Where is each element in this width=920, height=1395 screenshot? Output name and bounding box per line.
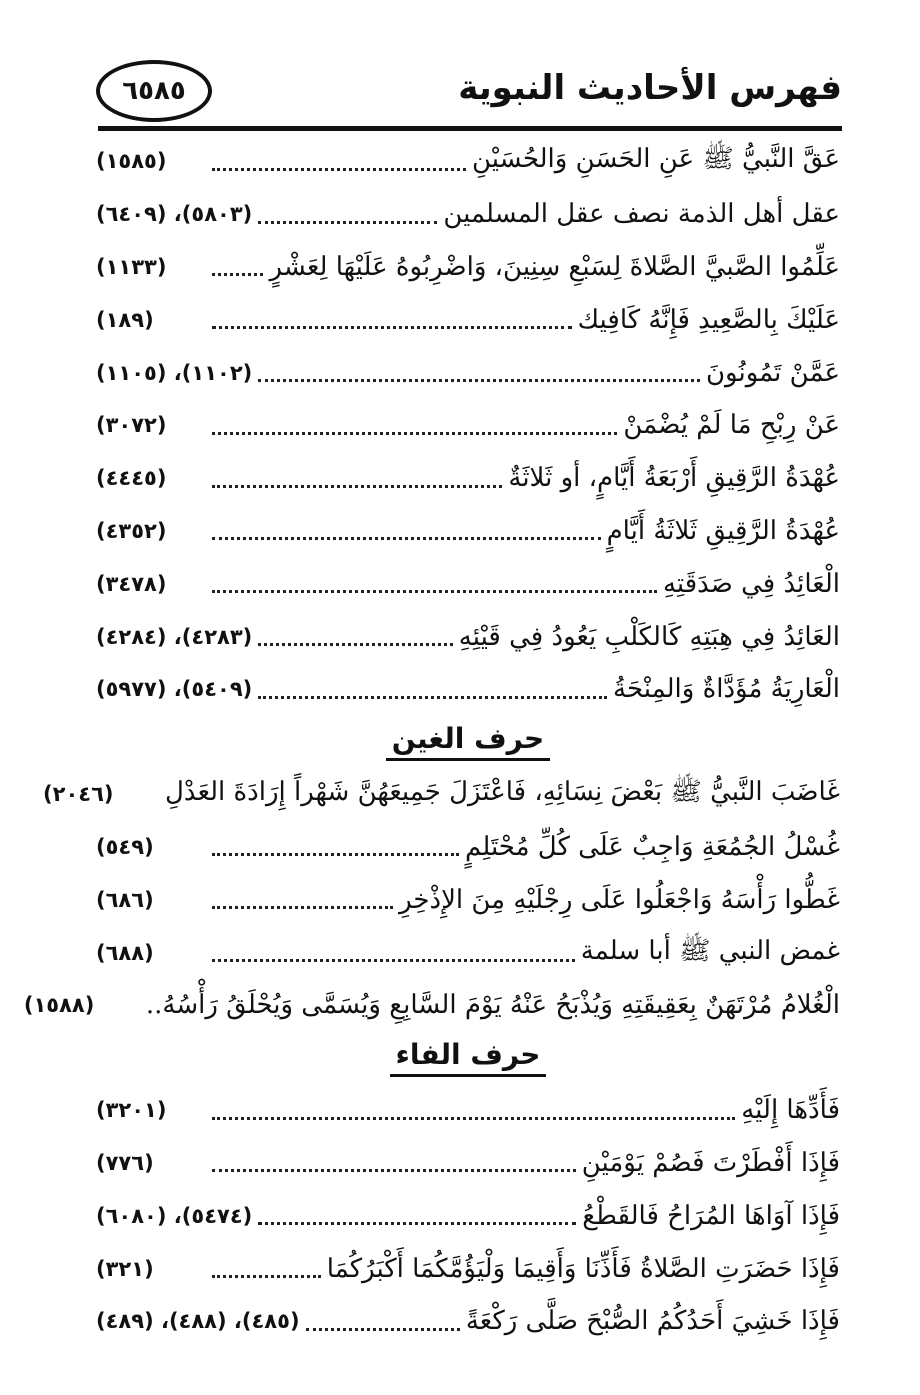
hadith-reference-numbers: (٥٤٧٤)، (٦٠٨٠) <box>96 1203 253 1228</box>
hadith-text: الْغُلامُ مُرْتَهَنٌ بِعَقِيقَتِهِ وَيُذْبَحُ عَنْهُ يَوْمَ السَّابِعِ وَيُسَمَّى وَيُحْلَقُ رَأْسُهُ.. <box>145 990 840 1021</box>
hadith-text: عَنْ رِبْحِ مَا لَمْ يُضْمَنْ <box>623 410 840 441</box>
index-entry <box>96 241 840 294</box>
hadith-reference-numbers: (٦٨٦) <box>96 887 154 912</box>
hadith-text: عُهْدَةُ الرَّقِيقِ ثَلاثَةُ أَيَّامٍ <box>606 515 840 546</box>
section-heading-text: حرف الغين <box>386 722 550 761</box>
hadith-text: غَطُّوا رَأْسَهُ وَاجْعَلُوا عَلَى رِجْلَيْهِ مِنَ الإِذْخِرِ <box>399 884 840 915</box>
hadith-text: عَمَّنْ تَمُونُونَ <box>705 357 840 388</box>
leader-dots <box>306 1328 460 1331</box>
section-heading <box>96 1032 840 1084</box>
hadith-text: فَإِذَا أَفْطَرْتَ فَصُمْ يَوْمَيْنِ <box>581 1147 840 1178</box>
hadith-reference-numbers: (٥٤٠٩)، (٥٩٧٧) <box>96 677 253 702</box>
hadith-text: عقل أهل الذمة نصف عقل المسلمين <box>443 199 840 230</box>
hadith-reference-numbers: (٤٨٥)، (٤٨٨)، (٤٨٩) <box>96 1309 300 1334</box>
hadith-reference-numbers: (٤٤٤٥) <box>96 466 167 491</box>
hadith-reference-numbers: (٣٤٧٨) <box>96 571 167 596</box>
hadith-reference-numbers: (١٨٩) <box>96 307 154 332</box>
index-entry <box>96 452 840 505</box>
hadith-reference-numbers: (٦٨٨) <box>96 940 154 965</box>
leader-dots <box>258 643 453 646</box>
leader-dots <box>212 537 601 540</box>
hadith-reference-numbers: (٣٠٧٢) <box>96 413 167 438</box>
hadith-reference-numbers: (٥٤٩) <box>96 834 154 859</box>
index-entry <box>96 293 840 346</box>
leader-dots <box>258 379 700 382</box>
index-entry <box>96 399 840 452</box>
header-rule <box>98 126 842 131</box>
page-number: ٦٥٨٥ <box>122 76 186 106</box>
leader-dots <box>212 906 393 909</box>
leader-dots <box>212 853 459 856</box>
hadith-text: غَاضَبَ النَّبيُّ ﷺ بَعْضَ نِسَائِهِ، فَاعْتَزَلَ جَمِيعَهُنَّ شَهْراً إِرَادَةَ العَدْلِ <box>165 777 840 808</box>
index-entry <box>96 610 840 663</box>
hadith-reference-numbers: (٧٧٦) <box>96 1150 154 1175</box>
index-entries <box>23 135 840 1348</box>
hadith-reference-numbers: (٥٨٠٣)، (٦٤٠٩) <box>96 202 253 227</box>
index-entry <box>96 1137 840 1190</box>
hadith-text: الْعَارِيَةُ مُؤَدَّاةٌ وَالمِنْحَةُ <box>613 674 840 705</box>
index-entry <box>96 1295 840 1348</box>
leader-dots <box>212 485 502 488</box>
index-entry <box>96 1189 840 1242</box>
index-entry <box>96 505 840 558</box>
hadith-text: عَلِّمُوا الصَّبيَّ الصَّلاةَ لِسَبْعِ سِنِينَ، وَاضْرِبُوهُ عَلَيْهَا لِعَشْرٍ <box>269 251 840 282</box>
hadith-text: فَأَدِّهَا إِلَيْهِ <box>741 1095 840 1126</box>
hadith-reference-numbers: (٣٢١) <box>96 1256 154 1281</box>
hadith-text: فَإِذَا خَشِيَ أَحَدُكُمُ الصُّبْحَ صَلَّى رَكْعَةً <box>465 1306 840 1337</box>
hadith-reference-numbers: (١٥٨٨) <box>23 993 95 1018</box>
hadith-text: فَإِذَا حَضَرَتِ الصَّلاةُ فَأَذِّنَا وَأَقِيمَا وَلْيَؤُمَّكُمَا أَكْبَرُكُمَا <box>326 1253 840 1284</box>
hadith-reference-numbers: (١٥٨٥) <box>96 149 167 174</box>
leader-dots <box>212 1169 576 1172</box>
index-entry <box>43 768 840 821</box>
leader-dots <box>212 1117 735 1120</box>
section-heading <box>96 716 840 768</box>
hadith-text: عَقَّ النَّبيُّ ﷺ عَنِ الحَسَنِ وَالحُسَيْنِ <box>472 144 840 175</box>
page-number-badge <box>96 60 212 122</box>
leader-dots <box>212 959 575 962</box>
index-entry <box>96 557 840 610</box>
hadith-text: فَإِذَا آوَاهَا المُرَاحُ فَالقَطْعُ <box>582 1200 840 1231</box>
hadith-reference-numbers: (٢٠٤٦) <box>43 782 114 807</box>
leader-dots <box>212 1275 321 1278</box>
hadith-text: غُسْلُ الجُمُعَةِ وَاجِبٌ عَلَى كُلِّ مُحْتَلِمٍ <box>465 831 840 862</box>
index-entry <box>96 135 840 188</box>
leader-dots <box>212 168 466 171</box>
hadith-reference-numbers: (٣٢٠١) <box>96 1098 167 1123</box>
hadith-text: الْعَائِدُ فِي صَدَقَتِهِ <box>662 568 840 599</box>
index-entry <box>23 979 840 1032</box>
hadith-reference-numbers: (١١٠٢)، (١١٠٥) <box>96 360 253 385</box>
index-entry <box>96 188 840 241</box>
index-entry <box>96 1084 840 1137</box>
index-entry <box>96 821 840 874</box>
index-entry <box>96 926 840 979</box>
leader-dots <box>212 590 657 593</box>
leader-dots <box>212 432 617 435</box>
hadith-reference-numbers: (١١٣٣) <box>96 254 167 279</box>
index-entry <box>96 873 840 926</box>
hadith-reference-numbers: (٤٢٨٣)، (٤٢٨٤) <box>96 624 253 649</box>
leader-dots <box>258 1222 576 1225</box>
leader-dots <box>258 221 437 224</box>
index-entry <box>96 1242 840 1295</box>
hadith-text: غمض النبي ﷺ أبا سلمة <box>580 935 840 966</box>
hadith-reference-numbers: (٤٣٥٢) <box>96 518 167 543</box>
hadith-text: العَائِدُ فِي هِبَتِهِ كَالكَلْبِ يَعُودُ فِي قَيْئِهِ <box>458 621 840 652</box>
leader-dots <box>212 273 263 276</box>
leader-dots <box>258 696 607 699</box>
running-title: فهرس الأحاديث النبوية <box>458 68 842 108</box>
index-entry <box>96 346 840 399</box>
hadith-text: عَلَيْكَ بِالصَّعِيدِ فَإِنَّهُ كَافِيك <box>577 304 840 335</box>
section-heading-text: حرف الفاء <box>390 1038 547 1077</box>
hadith-text: عُهْدَةُ الرَّقِيقِ أَرْبَعَةُ أَيَّامٍ، أو ثَلاثَةٌ <box>508 463 840 494</box>
index-entry <box>96 663 840 716</box>
page-header <box>96 60 842 130</box>
leader-dots <box>212 326 572 329</box>
